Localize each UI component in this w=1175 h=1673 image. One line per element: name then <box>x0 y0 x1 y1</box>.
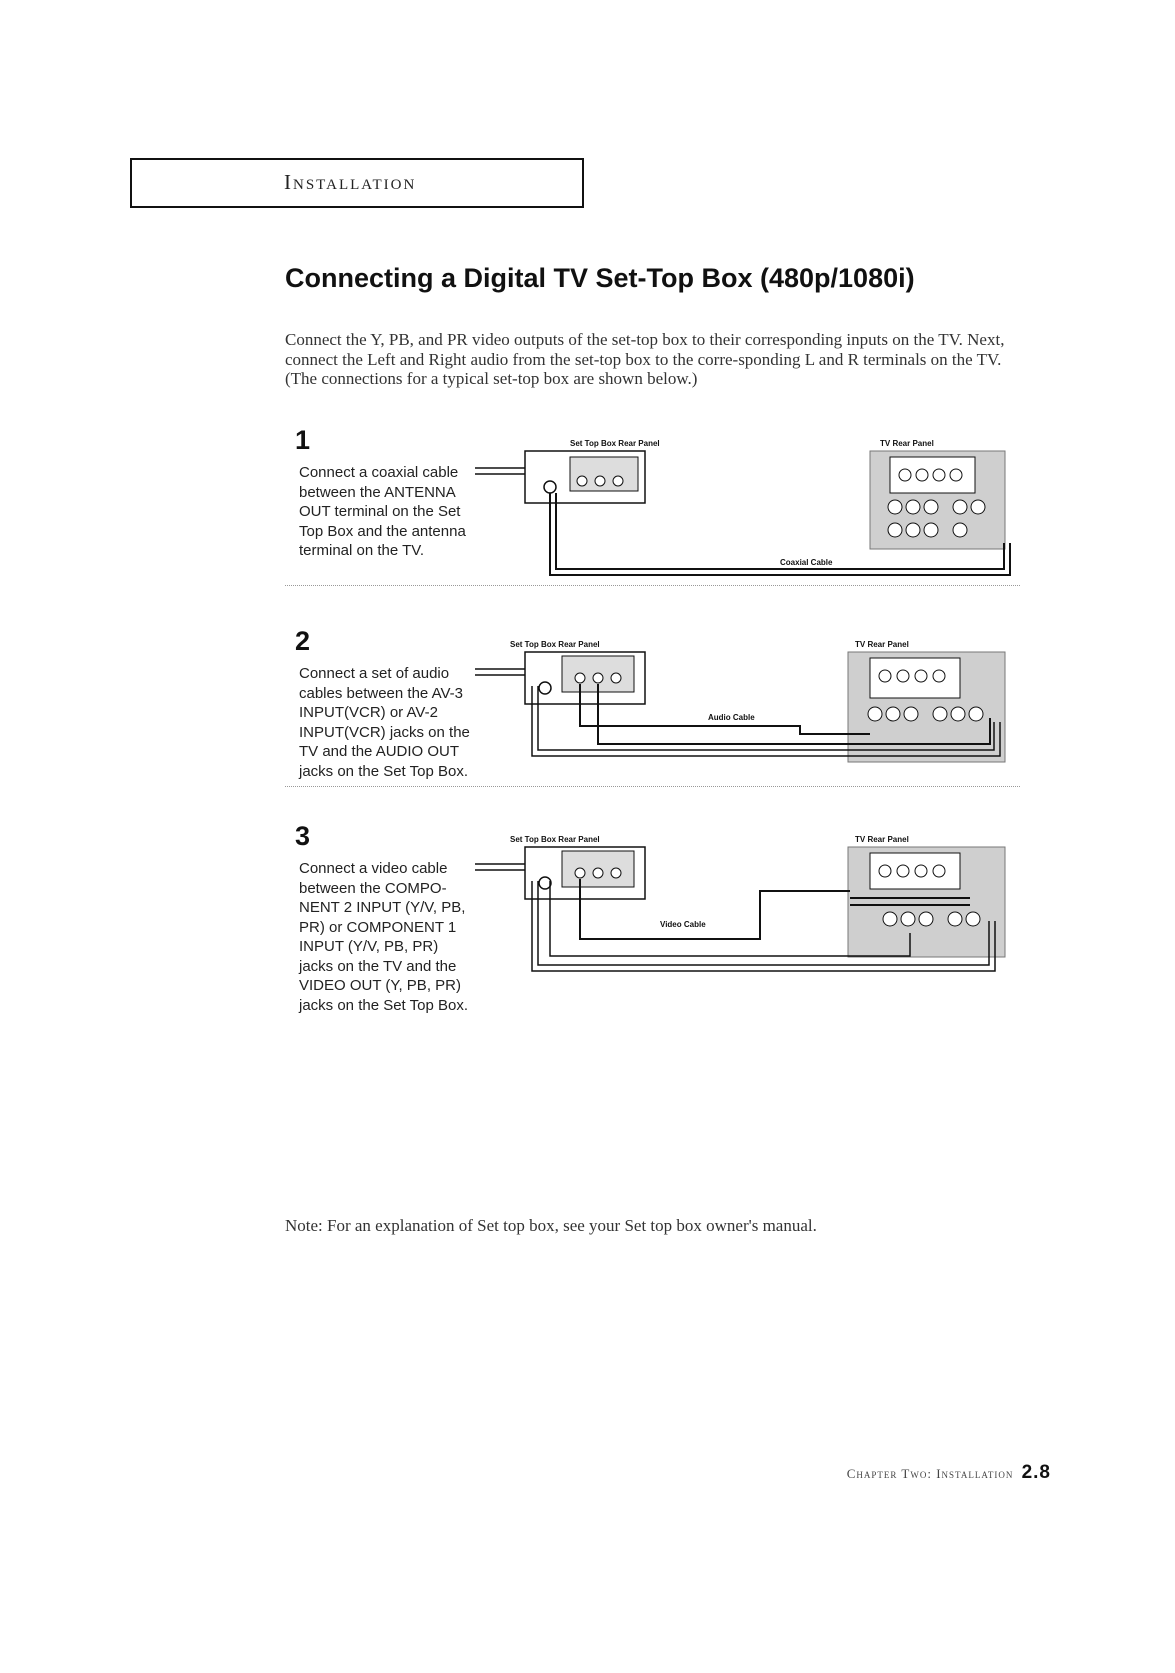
page-title: Connecting a Digital TV Set-Top Box (480p/1080i) <box>285 263 915 293</box>
set-top-box-panel-label: Set Top Box Rear Panel <box>510 835 600 844</box>
audio-connection-diagram <box>470 626 1020 786</box>
step-number: 2 <box>295 626 311 656</box>
step-instruction: Connect a coaxial cable between the ANTENNA OUT terminal on the Set Top Box and the antenna terminal on the TV. <box>299 464 466 559</box>
video-connection-diagram <box>470 821 1020 1001</box>
set-top-box-panel <box>525 652 645 704</box>
cable-label: Coaxial Cable <box>780 558 833 567</box>
set-top-box-panel-label: Set Top Box Rear Panel <box>510 640 600 649</box>
tv-panel-label: TV Rear Panel <box>855 640 909 649</box>
footer-chapter: Chapter Two: Installation <box>846 1466 1014 1481</box>
step-instruction: Connect a video cable between the COMPO-NENT 2 INPUT (Y/V, PB, PR) or COMPONENT 1 INPUT (Y/V, PB, PR) jacks on the TV and the VIDEO OUT (Y, PB, PR) jacks on the Set Top Box. <box>299 860 468 1014</box>
tv-panel-label: TV Rear Panel <box>855 835 909 844</box>
page-number: 2.8 <box>1021 1462 1051 1483</box>
set-top-box-panel <box>525 451 645 503</box>
step-divider <box>285 786 1020 787</box>
tv-rear-panel <box>848 847 1005 957</box>
step-instruction: Connect a set of audio cables between the AV-3 INPUT(VCR) or AV-2 INPUT(VCR) jacks on the TV and the AUDIO OUT jacks on the Set Top Box. <box>299 665 470 780</box>
cable-label: Video Cable <box>660 920 706 929</box>
intro-paragraph: Connect the Y, PB, and PR video outputs of the set-top box to their corresponding inputs on the TV. Next, connect the Left and Right audio from the set-top box to the corre-sponding L and R terminals on the TV. (The connections for a typical set-top box are shown below.) <box>285 330 1005 388</box>
section-header-label: Installation <box>284 170 417 194</box>
page-footer <box>847 1462 1051 1484</box>
step-2 <box>285 626 1020 786</box>
step-number: 3 <box>295 821 311 851</box>
section-header <box>130 158 584 208</box>
cable-label: Audio Cable <box>708 713 755 722</box>
set-top-box-panel-label: Set Top Box Rear Panel <box>570 439 660 448</box>
coaxial-connection-diagram <box>470 425 1020 585</box>
step-1 <box>285 425 1020 585</box>
tv-rear-panel <box>848 652 1005 762</box>
note: Note: For an explanation of Set top box, see your Set top box owner's manual. <box>285 1216 817 1235</box>
tv-rear-panel <box>870 451 1005 549</box>
step-number: 1 <box>295 425 311 455</box>
set-top-box-panel <box>525 847 645 899</box>
tv-panel-label: TV Rear Panel <box>880 439 934 448</box>
step-3 <box>285 821 1020 1014</box>
step-divider <box>285 585 1020 586</box>
